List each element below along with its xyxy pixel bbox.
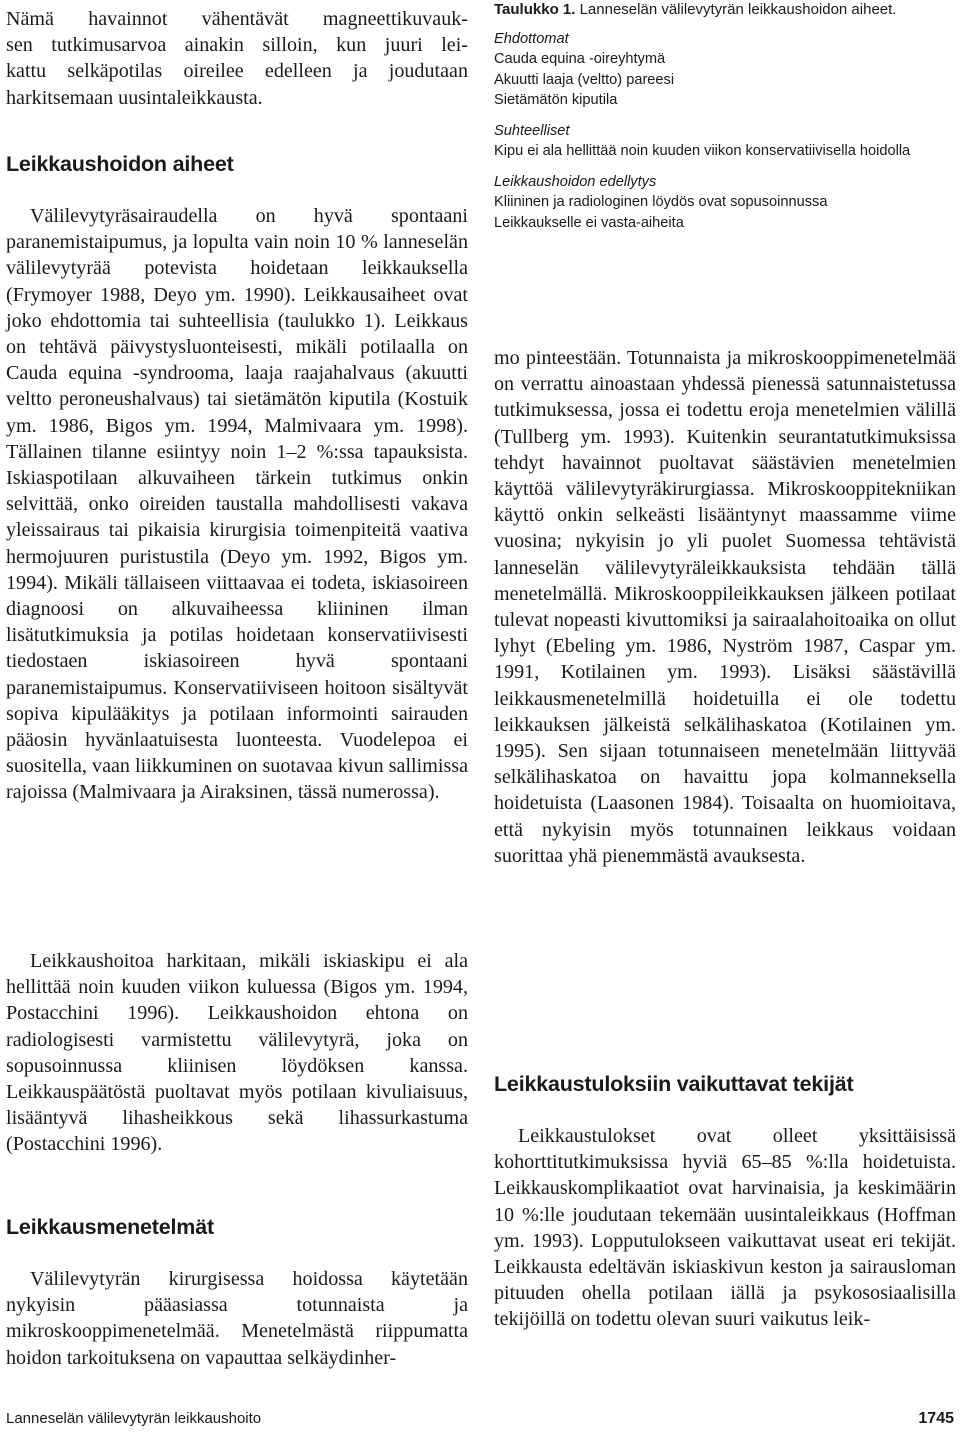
section-heading-leikkaustuloksiin: Leikkaustuloksiin vaikuttavat tekijät — [494, 1072, 854, 1096]
section1-paragraph1: Välilevytyräsairaudella on hyvä spontaani paranemistaipumus, ja lopulta vain noin 10 % lanneselän välilevytyrää potevista hoidetaan leikkauksella (Frymoyer 1988, Deyo ym. 1990). Leikkausaiheet ovat joko ehdottomia tai suhteellisia (taulukko 1). Leikkaus on tehtävä päivystysluonteisesti, mikäli potilaalla on Cauda equina -syndrooma, laaja raajahalvaus (akuutti veltto peroneushalvaus) tai sietämätön kiputila (Kostuik ym. 1986, Bigos ym. 1994, Malmivaara ym. 1998). Tällainen tilanne esiintyy noin 1–2 %:ssa tapauksista. Iskiaspotilaan alkuvaiheen tärkein tutkimus onkin selvittää, onko oireiden taustalla mahdollisesti vakava yleissairaus tai pikaisia kirurgisia toimenpiteitä vaativa hermojuuren puristustila (Deyo ym. 1992, Bigos ym. 1994). Mikäli tällaiseen viittaavaa ei todeta, iskiasoireen diagnoosi on alkuvaiheessa kliininen ilman lisätutkimuksia ja potilas hoidetaan konservatiivisesti tiedostaen iskiasoireen hyvä spontaani paranemistaipumus. Konservatiiviseen hoitoon sisältyvät sopiva kipulääkitys ja potilaan informointi sairauden pääosin hyvänlaatuisesta luonteesta. Vuodelepoa ei suositella, vaan liikkuminen on suotavaa kivun sallimissa rajoissa (Malmivaara ja Airaksinen, tässä numerossa). — [6, 205, 468, 804]
table-item: Cauda equina -oireyhtymä — [494, 51, 666, 67]
table-item: Leikkaukselle ei vasta-aiheita — [494, 214, 684, 231]
page-footer — [0, 1408, 960, 1436]
table-group-title: Ehdottomat — [494, 30, 569, 47]
page-number: 1745 — [918, 1410, 954, 1427]
table-group-suhteelliset — [494, 121, 956, 162]
table-1 — [494, 0, 956, 243]
section3-paragraph1: Leikkaustulokset ovat olleet yksittäisissä kohorttitutkimuksissa hyviä 65–85 %:lla hoidetuista. Leikkauskomplikaatiot ovat harvinaisia, ja keskimäärin 10 %:lle joudutaan tekemään uusintaleikkaus (Hoffman ym. 1993). Lopputulokseen vaikuttavat useat eri tekijät. Leikkausta edeltävän iskiaskivun keston ja sairausloman pituuden ohella potilaan iällä ja psykososiaalisilla tekijöillä on todettu olevan suuri vaikutus leik- — [494, 1125, 956, 1331]
table-item: Kipu ei ala hellittää noin kuuden viikon konservatiivisella hoidolla — [494, 143, 911, 159]
intro-line: kattu selkäpotilas oireilee edelleen ja joudutaan — [6, 60, 468, 83]
table-label: Taulukko 1. — [494, 1, 576, 18]
right-continued-paragraph: mo pinteestään. Totunnaista ja mikroskooppimenetelmää on verrattu ainoastaan yhdessä pienessä satunnaistetussa tutkimuksessa, jossa ei todettu eroja menetelmien välillä (Tullberg ym. 1993). Kuitenkin seurantatutkimuksissa tehdyt havainnot puoltavat säästävien menetelmien käyttöä välilevytyräkirurgiassa. Mikroskooppitekniikan käyttö onkin selkeästi lisääntynyt maassamme viime vuosina; nykyisin jo yli puolet Suomessa tehtävistä lanneselän välilevytyräleikkauksista tehdään tällä menetelmällä. Mikroskooppileikkauksen jälkeen potilaat tulevat nopeasti kivuttomiksi ja sairaalahoitoaika on ollut lyhyt (Ebeling ym. 1986, Nyström 1987, Caspar ym. 1991, Kotilainen ym. 1993). Lisäksi säästävillä leikkausmenetelmillä hoidetuilla ei ole todettu leikkauksen jälkeistä selkälihaskatoa (Kotilainen ym. 1995). Sen sijaan totunnaiseen menetelmään liittyvää selkälihaskatoa on havaittu jopa kolmanneksella hoidetuista (Laasonen 1984). Toisaalta on huomioitava, että nykyisin myös totunnainen leikkaus voidaan suorittaa yhä pienemmästä avauksesta. — [494, 347, 956, 867]
intro-line: harkitsemaan uusintaleikkausta. — [6, 86, 263, 109]
table-group-edellytys — [494, 172, 956, 234]
section1-paragraph2: Leikkaushoitoa harkitaan, mikäli iskiaskipu ei ala hellittää noin kuuden viikon kuluessa (Bigos ym. 1994, Postacchini 1996). Leikkaushoidon ehtona on radiologisesti varmistettu välilevytyrä, joka on sopusoinnussa kliinisen löydöksen kanssa. Leikkauspäätöstä puoltavat myös potilaan kivuliaisuus, lisääntyvä lihasheikkous sekä lihassurkastuma (Postacchini 1996). — [6, 950, 468, 1156]
running-title: Lanneselän välilevytyrän leikkaushoito — [6, 1410, 262, 1427]
table-item: Sietämätön kiputila — [494, 92, 618, 108]
intro-line: Nämä havainnot vähentävät magneettikuvauk- — [6, 8, 468, 30]
table-group-title: Suhteelliset — [494, 122, 570, 139]
table-item: Kliininen ja radiologinen löydös ovat sopusoinnussa — [494, 194, 828, 210]
section-heading-leikkausmenetelmat: Leikkausmenetelmät — [6, 1215, 214, 1239]
intro-line: sen tutkimusarvoa ainakin silloin, kun juuri lei- — [6, 34, 468, 57]
section-heading-leikkaushoidon-aiheet: Leikkaushoidon aiheet — [6, 152, 234, 176]
table-group-ehdottomat — [494, 29, 956, 111]
table-title: Lanneselän välilevytyrän leikkaushoidon aiheet. — [579, 1, 897, 18]
table-group-title: Leikkaushoidon edellytys — [494, 173, 657, 190]
table-item: Akuutti laaja (veltto) pareesi — [494, 71, 675, 88]
intro-paragraph — [6, 6, 468, 111]
section2-paragraph1: Välilevytyrän kirurgisessa hoidossa käytetään nykyisin pääasiassa totunnaista ja mikroskooppimenetelmää. Menetelmästä riippumatta hoidon tarkoituksena on vapauttaa selkäydinher- — [6, 1268, 468, 1369]
table-caption — [494, 0, 956, 21]
